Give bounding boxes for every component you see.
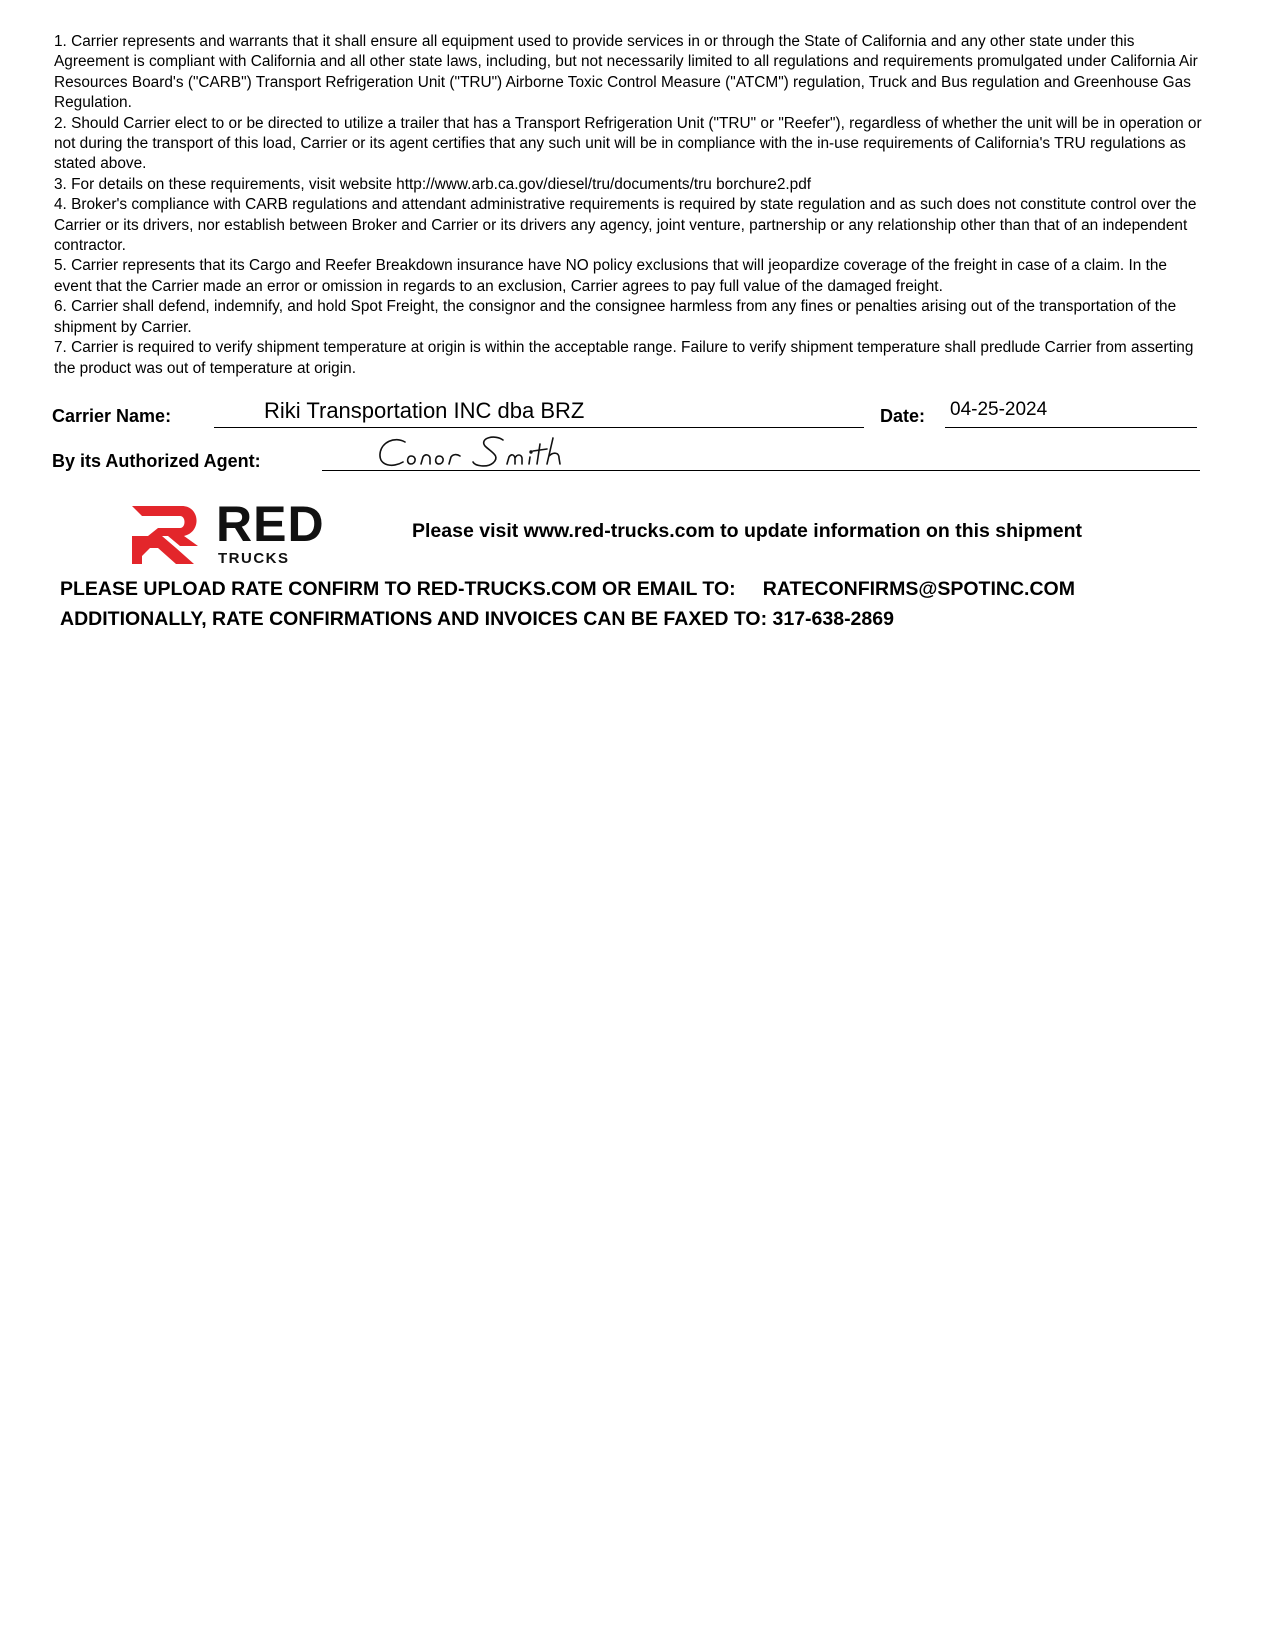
term-6: 6. Carrier shall defend, indemnify, and hold Spot Freight, the consignor and the consignee harmless from any fines or penalties arising out of the transportation of the shipment by Carrier. <box>54 298 1177 336</box>
visit-notice: Please visit www.red-trucks.com to update information on this shipment <box>412 520 1082 542</box>
term-1: 1. Carrier represents and warrants that it shall ensure all equipment used to provide services in or through the State of California and any other state under this Agreement is compliant with California and all other state laws, including, but not necessarily limited to all regulations and requirements promulgated under California Air Resources Board's ("CARB") Transport Refrigeration Unit ("TRU") Airborne Toxic Control Measure ("ATCM") regulation, Truck and Bus regulation and Greenhouse Gas Regulation. <box>54 33 1198 112</box>
upload-instructions-line-2: ADDITIONALLY, RATE CONFIRMATIONS AND INVOICES CAN BE FAXED TO: 317-638-2869 <box>60 608 894 630</box>
upload-instructions-line-1: PLEASE UPLOAD RATE CONFIRM TO RED-TRUCKS.COM OR EMAIL TO: RATECONFIRMS@SPOTINC.COM <box>60 578 1075 600</box>
red-trucks-mark-icon <box>128 502 206 568</box>
carrier-name-value: Riki Transportation INC dba BRZ <box>264 398 585 423</box>
date-value: 04-25-2024 <box>950 399 1048 420</box>
term-5: 5. Carrier represents that its Cargo and Reefer Breakdown insurance have NO policy exclusions that will jeopardize coverage of the freight in case of a claim. In the event that the Carrier made an error or omission in regards to an exclusion, Carrier agrees to pay full value of the damaged freight. <box>54 257 1167 295</box>
signature <box>375 432 585 474</box>
carrier-name-label: Carrier Name: <box>52 406 172 426</box>
date-label: Date: <box>880 406 926 426</box>
logo-word: RED <box>216 496 325 552</box>
logo-subword: TRUCKS <box>218 550 290 567</box>
agent-line <box>322 470 1200 471</box>
carrier-name-line <box>214 427 864 428</box>
term-4: 4. Broker's compliance with CARB regulations and attendant administrative requirements is required by state regulation and as such does not constitute control over the Carrier or its drivers, nor establish between Broker and Carrier or its drivers any agency, joint venture, partnership or any relationship other than that of an independent contractor. <box>54 196 1197 255</box>
term-2: 2. Should Carrier elect to or be directed to utilize a trailer that has a Transport Refrigeration Unit ("TRU" or "Reefer"), regardless of whether the unit will be in operation or not during the transport of this load, Carrier or its agent certifies that any such unit will be in compliance with the in-use requirements of California's TRU regulations as stated above. <box>54 114 1202 173</box>
terms-section <box>54 32 1204 379</box>
term-7: 7. Carrier is required to verify shipment temperature at origin is within the acceptable range. Failure to verify shipment temperature shall predlude Carrier from asserting the product was out of temperature at origin. <box>54 339 1194 377</box>
agent-label: By its Authorized Agent: <box>52 451 261 471</box>
date-line <box>945 427 1197 428</box>
term-3: 3. For details on these requirements, visit website http://www.arb.ca.gov/diesel/tru/documents/tru borchure2.pdf <box>54 175 812 193</box>
red-trucks-logo <box>128 496 325 568</box>
